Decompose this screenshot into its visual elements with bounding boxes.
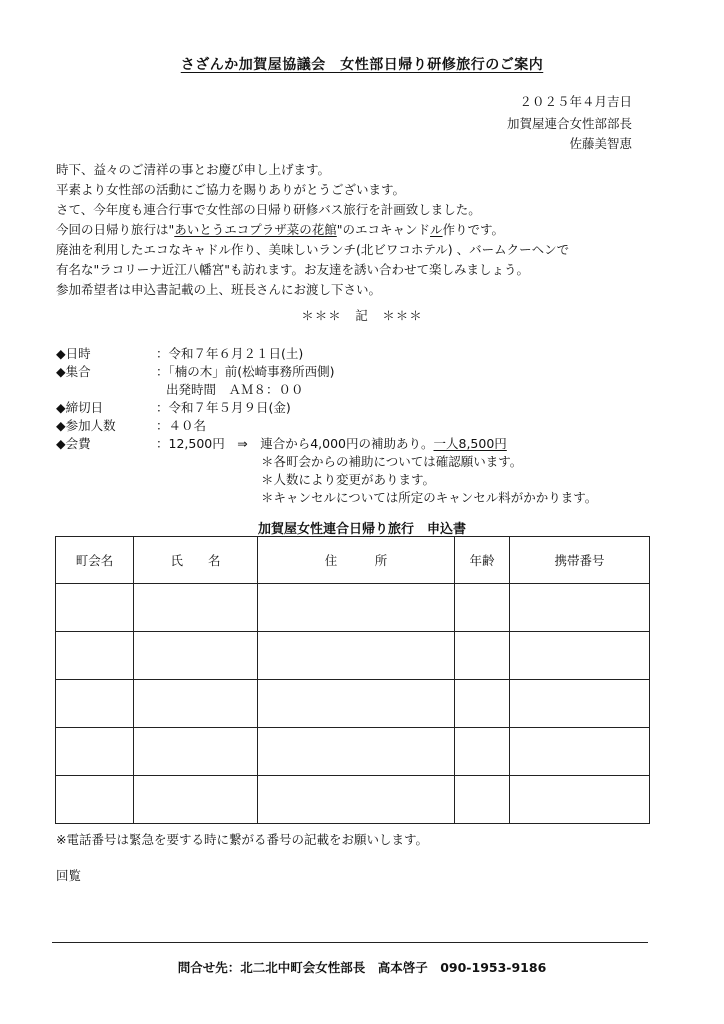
name-cell[interactable]: [134, 728, 258, 776]
address-cell[interactable]: [258, 680, 455, 728]
town-cell[interactable]: [56, 632, 134, 680]
cancel-note: ＊キャンセルについては所定のキャンセル料がかかります。: [261, 490, 598, 505]
deadline-value: ：令和７年５月９日(金): [156, 400, 291, 415]
fee-value: ：12,500円 ⇒ 連合から4,000円の補助あり。一人8,500円: [156, 436, 507, 451]
table-header-row: [56, 537, 650, 584]
footer-divider: [52, 942, 648, 943]
greeting-line: 時下、益々のご清祥の事とお慶び申し上げます。: [56, 162, 331, 177]
table-row: [56, 680, 650, 728]
application-form-table: [55, 536, 650, 824]
thanks-line: 平素より女性部の活動にご協力を賜りありがとうございます。: [56, 182, 406, 197]
page-title: さざんか加賀屋協議会 女性部日帰り研修旅行のご案内: [180, 57, 544, 73]
address-cell[interactable]: [258, 776, 455, 824]
name-cell[interactable]: [134, 632, 258, 680]
date-value: ：令和７年６月２１日(土): [156, 346, 304, 361]
deadline-label: ◆締切日: [56, 400, 104, 415]
table-row: [56, 728, 650, 776]
departure-time: 出発時間 ＡＭ８：００: [166, 382, 304, 397]
header-age: 年齢: [455, 537, 510, 584]
table-row: [56, 584, 650, 632]
contact-info: 問合せ先：北二北中町会女性部長 高本啓子 090-1953-9186: [177, 960, 547, 975]
town-cell[interactable]: [56, 776, 134, 824]
phone-cell[interactable]: [510, 584, 650, 632]
phone-cell[interactable]: [510, 680, 650, 728]
subsidy-note: ＊各町会からの補助については確認願います。: [261, 454, 523, 469]
table-row: [56, 776, 650, 824]
address-cell[interactable]: [258, 632, 455, 680]
age-cell[interactable]: [455, 728, 510, 776]
town-cell[interactable]: [56, 584, 134, 632]
town-cell[interactable]: [56, 680, 134, 728]
header-phone: 携帯番号: [510, 537, 650, 584]
meeting-label: ◆集合: [56, 364, 91, 379]
plan-line: さて、今年度も連合行事で女性部の日帰り研修バス旅行を計画致しました。: [56, 202, 481, 217]
name-cell[interactable]: [134, 584, 258, 632]
change-note: ＊人数により変更があります。: [261, 472, 436, 487]
name-cell[interactable]: [134, 776, 258, 824]
name-cell[interactable]: [134, 680, 258, 728]
participants-label: ◆参加人数: [56, 418, 116, 433]
table-row: [56, 632, 650, 680]
date-label: ◆日時: [56, 346, 91, 361]
address-cell[interactable]: [258, 728, 455, 776]
phone-note: ※電話番号は緊急を要する時に繋がる番号の記載をお願いします。: [56, 832, 428, 847]
participants-value: ：４０名: [156, 418, 207, 433]
phone-cell[interactable]: [510, 728, 650, 776]
meeting-place: ：「楠の木」前(松崎事務所西側): [156, 364, 335, 379]
phone-cell[interactable]: [510, 632, 650, 680]
address-cell[interactable]: [258, 584, 455, 632]
visit-line: 有名な"ラコリーナ近江八幡宮"も訪れます。お友達を誘い合わせて楽しみましょう。: [56, 262, 530, 277]
town-cell[interactable]: [56, 728, 134, 776]
fee-net-amount: 一人8,500円: [433, 436, 507, 451]
circulation-label: 回覧: [56, 868, 82, 883]
phone-cell[interactable]: [510, 776, 650, 824]
header-name: 氏 名: [134, 537, 258, 584]
age-cell[interactable]: [455, 680, 510, 728]
header-address: 住 所: [258, 537, 455, 584]
age-cell[interactable]: [455, 584, 510, 632]
activity-line: 廃油を利用したエコなキャドル作り、美味しいランチ(北ビワコホテル) 、バームクーヘンで: [56, 242, 570, 257]
ki-heading: ＊＊＊ 記 ＊＊＊: [301, 308, 423, 323]
destination-line: 今回の日帰り旅行は"あいとうエコプラザ菜の花館"のエコキャンドル作りです。: [56, 222, 505, 237]
destination-name: あいとうエコプラザ菜の花館: [174, 222, 337, 237]
issue-date: ２０２５年４月吉日: [519, 94, 632, 109]
age-cell[interactable]: [455, 632, 510, 680]
sender-organization: 加賀屋連合女性部部長: [506, 116, 632, 131]
age-cell[interactable]: [455, 776, 510, 824]
application-line: 参加希望者は申込書記載の上、班長さんにお渡し下さい。: [56, 282, 382, 297]
header-town: 町会名: [56, 537, 134, 584]
fee-label: ◆会費: [56, 436, 91, 451]
sender-name: 佐藤美智恵: [569, 136, 632, 151]
form-title: 加賀屋女性連合日帰り旅行 申込書: [257, 522, 466, 537]
